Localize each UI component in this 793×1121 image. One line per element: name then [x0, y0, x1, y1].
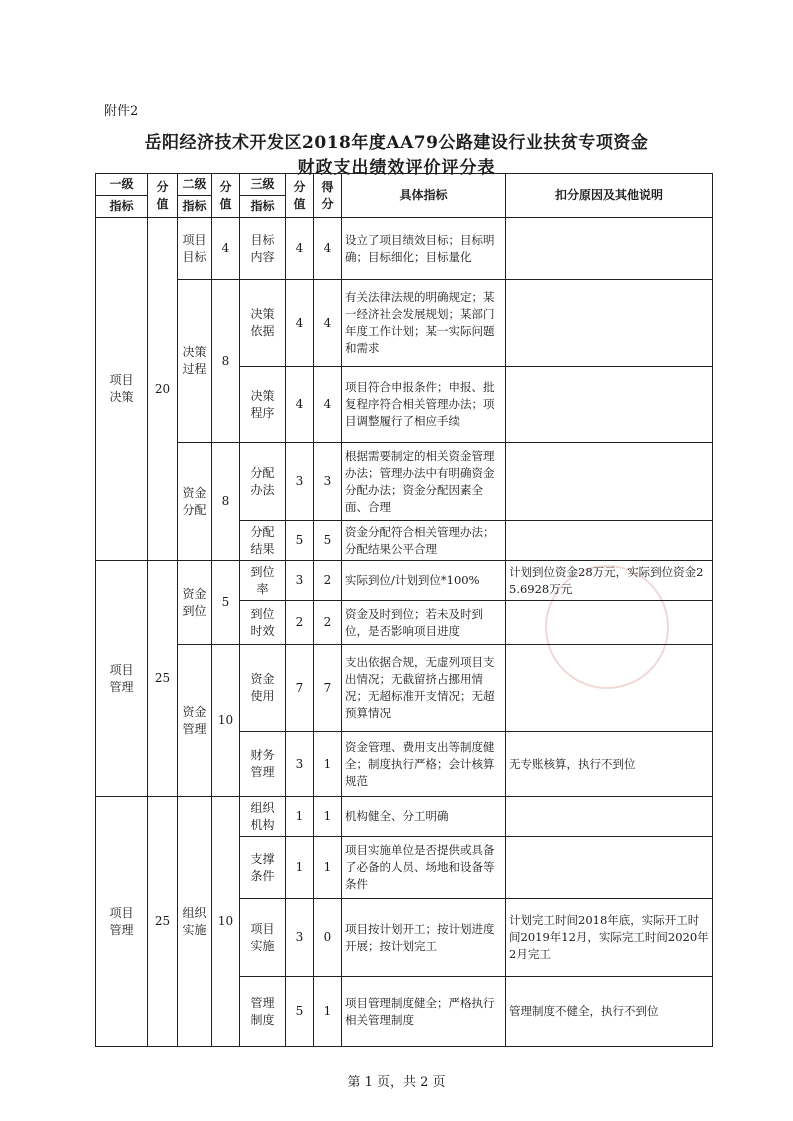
got-score: 3 [314, 443, 342, 521]
level3-score: 3 [286, 561, 314, 601]
table-row [96, 443, 713, 521]
level2-name: 决策 过程 [178, 280, 212, 443]
table-row [96, 280, 713, 367]
indicator-text: 支出依据合规，无虚列项目支出情况；无截留挤占挪用情况；无超标准开支情况；无超预算情况 [342, 645, 506, 732]
got-score: 5 [314, 521, 342, 561]
got-score: 1 [314, 977, 342, 1047]
level1-score: 20 [148, 218, 178, 561]
attachment-label: 附件2 [104, 104, 139, 119]
level3-score: 3 [286, 443, 314, 521]
level3-name: 项目 实施 [240, 899, 286, 977]
header-level2: 二级 [178, 174, 212, 196]
indicator-text: 有关法律法规的明确规定；某一经济社会发展规划；某部门年度工作计划；某一实际问题和需求 [342, 280, 506, 367]
header-score3: 分值 [286, 174, 314, 218]
indicator-text: 项目按计划开工；按计划进度开展；按计划完工 [342, 899, 506, 977]
header-score2: 分值 [212, 174, 240, 218]
header-got: 得分 [314, 174, 342, 218]
indicator-text: 项目实施单位是否提供或具备了必备的人员、场地和设备等条件 [342, 837, 506, 899]
level3-name: 决策 程序 [240, 367, 286, 443]
got-score: 0 [314, 899, 342, 977]
header-level1-b: 指标 [96, 196, 148, 218]
got-score: 4 [314, 367, 342, 443]
indicator-text: 根据需要制定的相关资金管理办法；管理办法中有明确资金分配办法；资金分配因素全面、合理 [342, 443, 506, 521]
indicator-text: 设立了项目绩效目标；目标明确；目标细化；目标量化 [342, 218, 506, 280]
level2-name: 资金 管理 [178, 645, 212, 797]
level3-score: 1 [286, 837, 314, 899]
indicator-text: 资金分配符合相关管理办法；分配结果公平合理 [342, 521, 506, 561]
level3-name: 财务 管理 [240, 732, 286, 797]
header-score: 分值 [148, 174, 178, 218]
level1-name: 项目 管理 [96, 797, 148, 1047]
page-subtitle: 财政支出绩效评价评分表 [297, 158, 496, 178]
got-score: 1 [314, 732, 342, 797]
got-score: 2 [314, 561, 342, 601]
reason-text: 计划到位资金28万元，实际到位资金25.6928万元 [506, 561, 713, 601]
level3-name: 目标 内容 [240, 218, 286, 280]
level3-name: 到位 时效 [240, 601, 286, 645]
reason-text: 管理制度不健全，执行不到位 [506, 977, 713, 1047]
got-score: 4 [314, 280, 342, 367]
level1-score: 25 [148, 797, 178, 1047]
header-level3: 三级 [240, 174, 286, 196]
reason-text: 无专账核算，执行不到位 [506, 732, 713, 797]
header-level2-b: 指标 [178, 196, 212, 218]
level3-score: 4 [286, 367, 314, 443]
got-score: 2 [314, 601, 342, 645]
reason-text [506, 280, 713, 367]
reason-text [506, 367, 713, 443]
level3-name: 到位 率 [240, 561, 286, 601]
level3-score: 5 [286, 521, 314, 561]
table-row [96, 218, 713, 280]
level3-name: 资金 使用 [240, 645, 286, 732]
level1-score: 25 [148, 561, 178, 797]
level2-name: 资金 分配 [178, 443, 212, 561]
level2-score: 5 [212, 561, 240, 645]
level2-name: 组织 实施 [178, 797, 212, 1047]
reason-text [506, 797, 713, 837]
indicator-text: 项目管理制度健全；严格执行相关管理制度 [342, 977, 506, 1047]
level3-score: 5 [286, 977, 314, 1047]
got-score: 4 [314, 218, 342, 280]
reason-text [506, 443, 713, 521]
level2-score: 10 [212, 797, 240, 1047]
level3-score: 2 [286, 601, 314, 645]
reason-text [506, 601, 713, 645]
got-score: 1 [314, 797, 342, 837]
header-level3-b: 指标 [240, 196, 286, 218]
level2-name: 资金 到位 [178, 561, 212, 645]
level1-name: 项目 管理 [96, 561, 148, 797]
level3-score: 7 [286, 645, 314, 732]
reason-text [506, 837, 713, 899]
indicator-text: 项目符合申报条件；申报、批复程序符合相关管理办法；项目调整履行了相应手续 [342, 367, 506, 443]
indicator-text: 资金及时到位；若未及时到位，是否影响项目进度 [342, 601, 506, 645]
indicator-text: 实际到位/计划到位*100% [342, 561, 506, 601]
page-title: 岳阳经济技术开发区2018年度AA79公路建设行业扶贫专项资金 [144, 133, 649, 153]
reason-text [506, 521, 713, 561]
reason-text [506, 645, 713, 732]
level2-name: 项目 目标 [178, 218, 212, 280]
reason-text: 计划完工时间2018年底，实际开工时间2019年12月，实际完工时间2020年2月完工 [506, 899, 713, 977]
level3-name: 分配 办法 [240, 443, 286, 521]
level3-score: 4 [286, 280, 314, 367]
level3-name: 分配 结果 [240, 521, 286, 561]
level3-score: 4 [286, 218, 314, 280]
level3-name: 支撑 条件 [240, 837, 286, 899]
header-reason: 扣分原因及其他说明 [506, 174, 713, 218]
level1-name: 项目 决策 [96, 218, 148, 561]
indicator-text: 机构健全、分工明确 [342, 797, 506, 837]
level2-score: 10 [212, 645, 240, 797]
table-row [96, 645, 713, 732]
level3-score: 1 [286, 797, 314, 837]
reason-text [506, 218, 713, 280]
header-indicator: 具体指标 [342, 174, 506, 218]
page-footer: 第 1 页，共 2 页 [347, 1075, 446, 1090]
got-score: 1 [314, 837, 342, 899]
level3-score: 3 [286, 732, 314, 797]
level2-score: 8 [212, 443, 240, 561]
indicator-text: 资金管理、费用支出等制度健全；制度执行严格；会计核算规范 [342, 732, 506, 797]
level2-score: 8 [212, 280, 240, 443]
table-row [96, 561, 713, 601]
level3-score: 3 [286, 899, 314, 977]
got-score: 7 [314, 645, 342, 732]
level3-name: 管理 制度 [240, 977, 286, 1047]
table-row [96, 797, 713, 837]
header-row [96, 174, 713, 196]
level3-name: 组织 机构 [240, 797, 286, 837]
score-table [95, 173, 713, 1047]
header-level1: 一级 [96, 174, 148, 196]
level3-name: 决策 依据 [240, 280, 286, 367]
level2-score: 4 [212, 218, 240, 280]
